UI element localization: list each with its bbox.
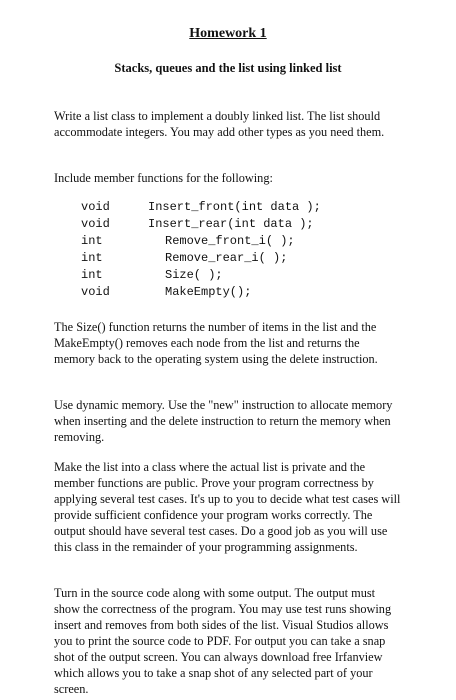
function-return-type: int bbox=[81, 268, 103, 282]
function-signature: Size( ); bbox=[165, 268, 223, 282]
class-paragraph: Make the list into a class where the actual list is private and the member functions are public. Prove your program correctness by applying several test cases. It's up to you to decide what test cases will provide sufficient confidence your program works correctly. The output should have several test cases. Do a good job as you will use this class in the remainder of your programming assignments. bbox=[54, 460, 401, 554]
function-return-type: int bbox=[81, 251, 103, 265]
function-row bbox=[81, 200, 321, 217]
function-signature: MakeEmpty(); bbox=[165, 285, 252, 299]
function-return-type: void bbox=[81, 217, 110, 231]
function-row bbox=[81, 251, 321, 268]
function-list bbox=[81, 200, 321, 302]
dynamic-memory-paragraph: Use dynamic memory. Use the "new" instruction to allocate memory when inserting and the delete instruction to return the memory when removing. bbox=[54, 398, 393, 444]
size-paragraph: The Size() function returns the number of items in the list and the MakeEmpty() removes each node from the list and returns the memory back to the operating system using the delete instruction. bbox=[54, 320, 378, 366]
function-row bbox=[81, 285, 321, 302]
document-title: Homework 1 bbox=[189, 26, 267, 41]
intro-paragraph: Write a list class to implement a doubly linked list. The list should accommodate integers. You may add other types as you need them. bbox=[54, 109, 385, 139]
function-return-type: int bbox=[81, 234, 103, 248]
function-return-type: void bbox=[81, 200, 110, 214]
include-paragraph: Include member functions for the following: bbox=[54, 171, 273, 185]
function-signature: Remove_front_i( ); bbox=[165, 234, 295, 248]
function-signature: Insert_rear(int data ); bbox=[148, 217, 314, 231]
function-return-type: void bbox=[81, 285, 110, 299]
turn-in-paragraph: Turn in the source code along with some output. The output must show the correctness of the program. You may use test runs showing insert and removes from both sides of the list. Visual Studios allows you to print the source code to PDF. For output you can take a snap shot of the output screen. You can always download free Irfanview which allows you to take a snap shot of any selected part of your screen. bbox=[54, 586, 392, 696]
function-row bbox=[81, 234, 321, 251]
document-subtitle: Stacks, queues and the list using linked list bbox=[114, 61, 342, 75]
function-row bbox=[81, 268, 321, 285]
function-signature: Remove_rear_i( ); bbox=[165, 251, 288, 265]
function-row bbox=[81, 217, 321, 234]
function-signature: Insert_front(int data ); bbox=[148, 200, 321, 214]
